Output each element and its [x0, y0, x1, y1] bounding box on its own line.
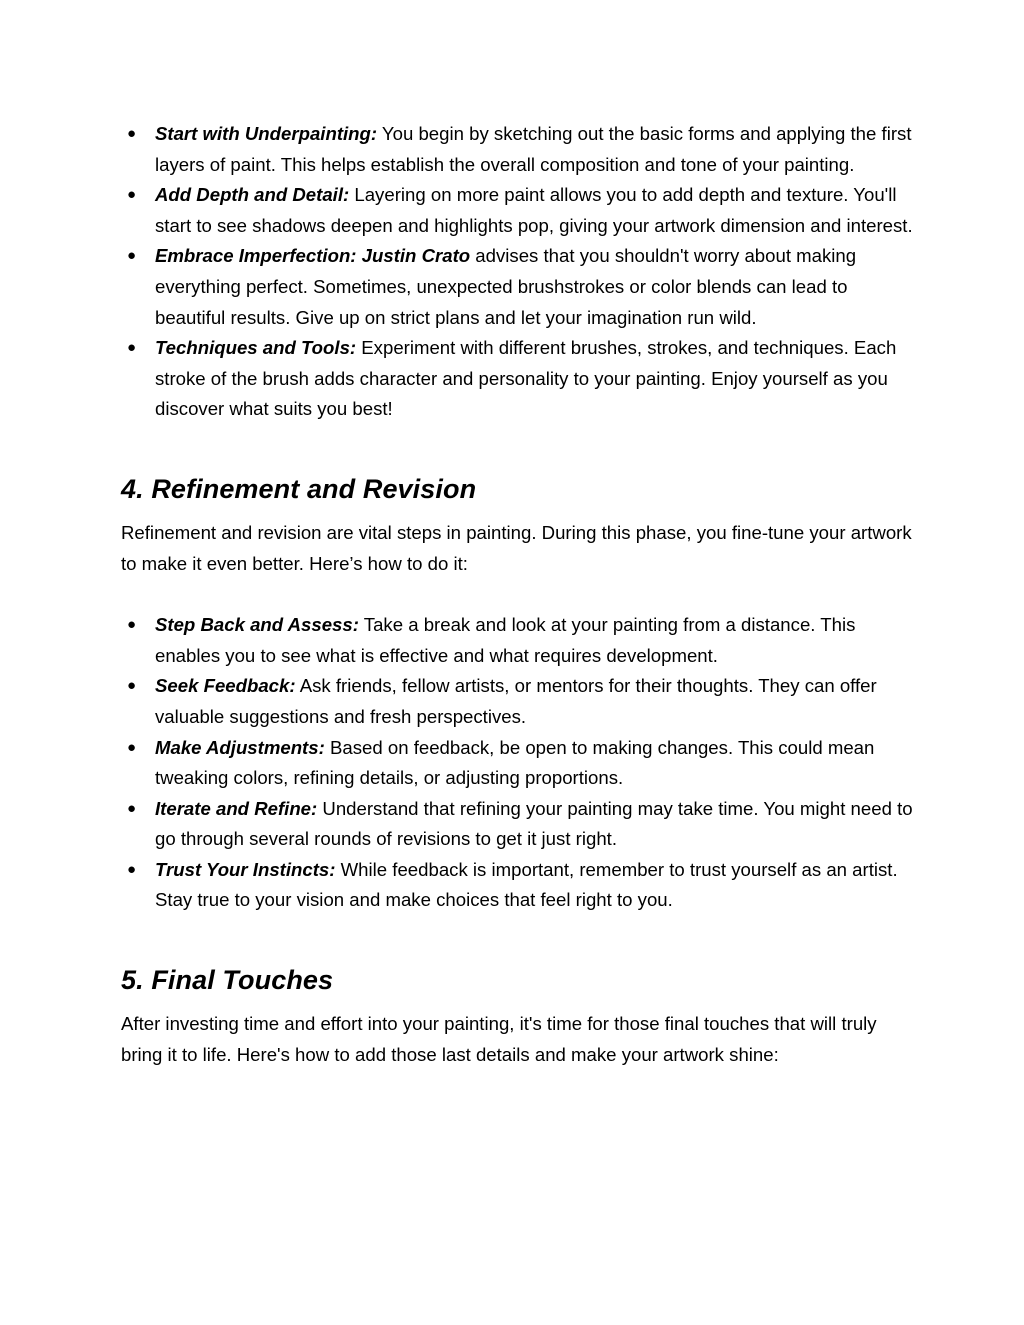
bullet-icon: ● [127, 125, 137, 142]
list-item [121, 241, 914, 333]
list-item-text: advises that you shouldn't worry about making everything perfect. Sometimes, unexpected brushstrokes or color blends can lead to beautiful results. Give up on strict plans and let your imagination run wild. [155, 245, 857, 328]
bullet-icon: ● [127, 738, 137, 756]
section-heading-refinement: 4. Refinement and Revision [121, 473, 477, 504]
list-item-lead: Add Depth and Detail: [155, 184, 350, 206]
list-item [121, 610, 914, 671]
bullet-icon: ● [127, 799, 137, 817]
list-item [121, 180, 914, 241]
list-item [121, 855, 914, 916]
list-item-lead: Step Back and Assess: [155, 614, 359, 636]
bullet-icon: ● [127, 186, 137, 204]
list-item-text: Based on feedback, be open to making changes. This could mean tweaking colors, refining details, or adjusting proportions. [155, 736, 875, 789]
list-item-text: While feedback is important, remember to trust yourself as an artist. Stay true to your vision and make choices that feel right to you. [155, 858, 898, 911]
section-intro-paragraph: After investing time and effort into your painting, it's time for those final touches that will truly bring it to life. Here's how to add those last details and make your artwork shine: [121, 1013, 877, 1065]
painting-steps-list [121, 119, 914, 425]
refinement-steps-list [121, 610, 914, 916]
bullet-icon: ● [127, 339, 137, 357]
list-item-lead: Make Adjustments: [155, 736, 325, 758]
list-item-lead: Iterate and Refine: [155, 797, 318, 819]
bullet-icon: ● [127, 247, 137, 265]
list-item-text: Ask friends, fellow artists, or mentors for their thoughts. They can offer valuable suggestions and fresh perspectives. [155, 675, 877, 727]
list-item-lead: Techniques and Tools: [155, 337, 357, 359]
list-item-text: Experiment with different brushes, strokes, and techniques. Each stroke of the brush adds character and personality to your painting. Enjoy yourself as you discover what suits you best! [155, 337, 897, 420]
list-item-text: Layering on more paint allows you to add depth and texture. You'll start to see shadows deepen and highlights pop, giving your artwork dimension and interest. [155, 184, 913, 236]
list-item-text: Take a break and look at your painting from a distance. This enables you to see what is effective and what requires development. [155, 614, 856, 666]
list-item-text: You begin by sketching out the basic forms and applying the first layers of paint. This helps establish the overall composition and tone of your painting. [155, 123, 912, 175]
list-item [121, 119, 914, 180]
bullet-icon: ● [127, 616, 137, 634]
list-item-lead: Seek Feedback: [155, 675, 296, 697]
list-item [121, 333, 914, 425]
section-heading-final-touches: 5. Final Touches [121, 965, 334, 996]
section-intro-paragraph: Refinement and revision are vital steps in painting. During this phase, you fine-tune your artwork to make it even better. Here’s how to do it: [121, 521, 912, 574]
bullet-icon: ● [127, 677, 137, 695]
list-item-lead: Trust Your Instincts: [155, 858, 336, 880]
list-item [121, 794, 914, 855]
list-item [121, 733, 914, 794]
list-item-text: Understand that refining your painting may take time. You might need to go through several rounds of revisions to get it just right. [155, 797, 913, 850]
list-item-lead: Embrace Imperfection: Justin Crato [155, 245, 471, 267]
bullet-icon: ● [127, 860, 137, 878]
list-item [121, 671, 914, 732]
list-item-lead: Start with Underpainting: [155, 123, 378, 144]
